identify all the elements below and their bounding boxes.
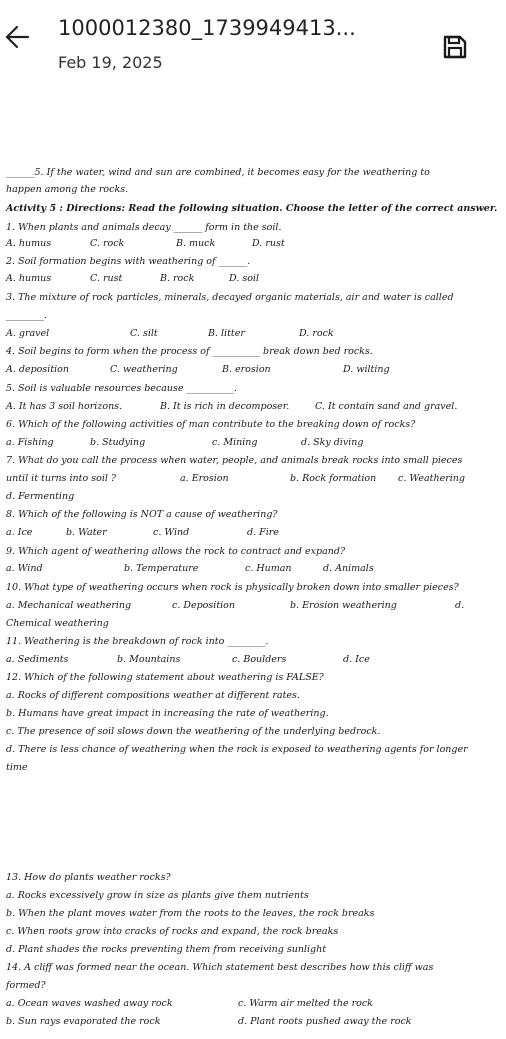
option: a. Ice <box>6 527 33 538</box>
option: b. Sun rays evaporated the rock <box>6 1016 161 1027</box>
question-1: 1. When plants and animals decay ______ form in the soil. <box>6 222 282 233</box>
option: d. There is less chance of weathering when the rock is exposed to weathering agents for longer <box>6 744 468 755</box>
question-7-cont: until it turns into soil ? <box>6 473 117 484</box>
option: b. Temperature <box>124 563 199 574</box>
option: A. It has 3 soil horizons. <box>6 401 123 412</box>
question-5: 5. Soil is valuable resources because __________. <box>6 383 238 394</box>
question-6: 6. Which of the following activities of man contribute to the breaking down of rocks? <box>6 419 416 430</box>
option: Chemical weathering <box>6 618 109 629</box>
option: d. Sky diving <box>301 437 364 448</box>
option: B. muck <box>176 238 216 249</box>
option: C. rust <box>90 273 123 284</box>
option: time <box>6 762 28 773</box>
option: a. Ocean waves washed away rock <box>6 998 173 1009</box>
option: b. Humans have great impact in increasing the rate of weathering. <box>6 708 329 719</box>
option: b. Water <box>66 527 107 538</box>
option: c. When roots grow into cracks of rocks and expand, the rock breaks <box>6 926 339 937</box>
q5-line-2: happen among the rocks. <box>6 184 129 195</box>
option: d. Plant shades the rocks preventing them from receiving sunlight <box>6 944 327 955</box>
option: a. Fishing <box>6 437 54 448</box>
option: c. Human <box>245 563 292 574</box>
option: d. Animals <box>323 563 374 574</box>
question-2: 2. Soil formation begins with weathering of ______. <box>6 256 251 267</box>
question-14-cont: formed? <box>6 980 46 991</box>
option: A. gravel <box>6 328 50 339</box>
question-14: 14. A cliff was formed near the ocean. Which statement best describes how this cliff was <box>6 962 434 973</box>
option: C. It contain sand and gravel. <box>315 401 458 412</box>
option: b. When the plant moves water from the roots to the leaves, the rock breaks <box>6 908 375 919</box>
option: B. rock <box>160 273 195 284</box>
option: d. Ice <box>343 654 370 665</box>
question-3-blank: ________. <box>6 310 48 321</box>
question-8: 8. Which of the following is NOT a cause of weathering? <box>6 509 278 520</box>
option: D. soil <box>229 273 259 284</box>
option: B. erosion <box>222 364 271 375</box>
viewer-header <box>0 0 506 82</box>
option: b. Mountains <box>117 654 181 665</box>
option: A. humus <box>6 273 52 284</box>
option: b. Studying <box>90 437 146 448</box>
option: c. Deposition <box>172 600 236 611</box>
option: a. Sediments <box>6 654 69 665</box>
option: A. deposition <box>6 364 70 375</box>
option: c. Wind <box>153 527 190 538</box>
option: c. Mining <box>212 437 258 448</box>
question-10: 10. What type of weathering occurs when rock is physically broken down into smaller pieces? <box>6 582 459 593</box>
option: B. litter <box>208 328 245 339</box>
question-11: 11. Weathering is the breakdown of rock into ________. <box>6 636 269 647</box>
option: a. Erosion <box>180 473 229 484</box>
question-12: 12. Which of the following statement about weathering is FALSE? <box>6 672 324 683</box>
option: C. weathering <box>110 364 178 375</box>
option: c. The presence of soil slows down the weathering of the underlying bedrock. <box>6 726 381 737</box>
option: d. Fermenting <box>6 491 75 502</box>
question-4: 4. Soil begins to form when the process of __________ break down bed rocks. <box>6 346 373 357</box>
option: a. Rocks of different compositions weather at different rates. <box>6 690 300 701</box>
option: b. Rock formation <box>290 473 377 484</box>
option: a. Mechanical weathering <box>6 600 132 611</box>
option: D. rust <box>252 238 285 249</box>
question-13: 13. How do plants weather rocks? <box>6 872 171 883</box>
question-9: 9. Which agent of weathering allows the rock to contract and expand? <box>6 546 346 557</box>
option: c. Warm air melted the rock <box>238 998 373 1009</box>
question-3: 3. The mixture of rock particles, minerals, decayed organic materials, air and water is called <box>6 292 454 303</box>
option: d. Fire <box>247 527 279 538</box>
option: B. It is rich in decomposer. <box>160 401 290 412</box>
option: C. rock <box>90 238 125 249</box>
option: D. rock <box>299 328 334 339</box>
activity-heading: Activity 5 : Directions: Read the following situation. Choose the letter of the correct answer. <box>6 203 498 214</box>
option: a. Rocks excessively grow in size as plants give them nutrients <box>6 890 309 901</box>
option: D. wilting <box>343 364 390 375</box>
option: C. silt <box>130 328 158 339</box>
file-date: Feb 19, 2025 <box>58 53 163 72</box>
option: d. Plant roots pushed away the rock <box>238 1016 412 1027</box>
q5-line-1: ______5. If the water, wind and sun are combined, it becomes easy for the weathering to <box>6 167 430 178</box>
option: b. Erosion weathering <box>290 600 397 611</box>
back-arrow-icon[interactable] <box>0 22 30 52</box>
file-title: 1000012380_1739949413... <box>58 16 356 40</box>
save-icon[interactable] <box>441 33 469 61</box>
question-7: 7. What do you call the process when water, people, and animals break rocks into small pieces <box>6 455 463 466</box>
option: c. Boulders <box>232 654 287 665</box>
option: c. Weathering <box>398 473 465 484</box>
option: a. Wind <box>6 563 43 574</box>
option: A. humus <box>6 238 52 249</box>
option: d. <box>455 600 465 611</box>
